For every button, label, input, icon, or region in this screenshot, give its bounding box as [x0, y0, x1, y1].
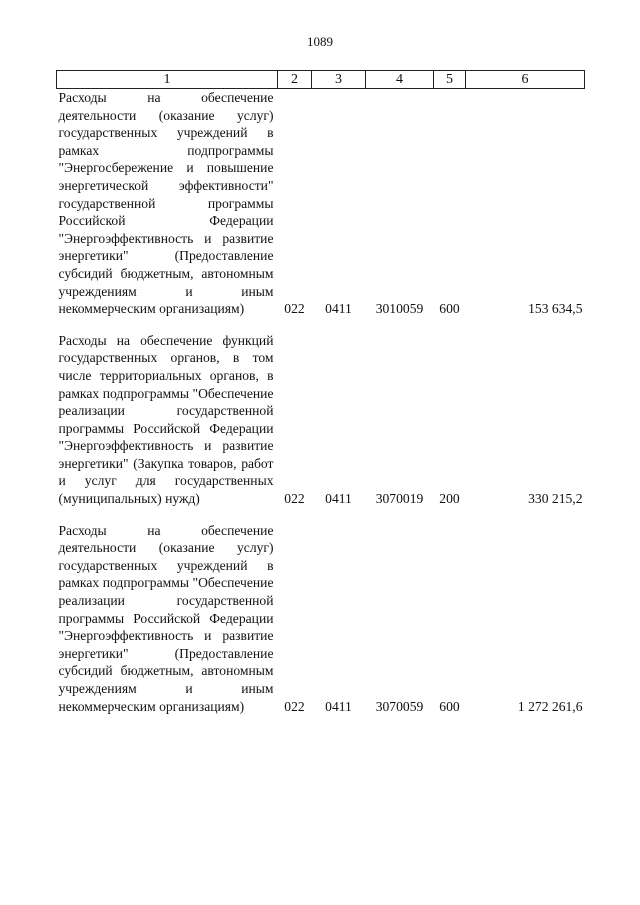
- header-row: [57, 71, 585, 89]
- row-amount: 153 634,5: [528, 301, 583, 317]
- row-target-code: 3010059: [375, 301, 424, 317]
- table-body: [57, 89, 585, 716]
- column-header-1: 1: [57, 71, 278, 89]
- row-ministry-code: 022: [284, 301, 305, 317]
- column-header-5: 5: [434, 71, 466, 89]
- table-row: [57, 89, 585, 332]
- row-expense-type: 200: [439, 491, 460, 507]
- table-header: [57, 71, 585, 89]
- row-target-code: 3070059: [375, 698, 424, 714]
- row-target-code: 3070019: [375, 491, 424, 507]
- row-ministry-code: 022: [284, 698, 305, 714]
- table-row: [57, 522, 585, 716]
- column-header-4: 4: [366, 71, 434, 89]
- row-section-code: 0411: [325, 491, 352, 507]
- row-expense-type: 600: [439, 301, 460, 317]
- row-description: Расходы на обеспечение деятельности (оказание услуг) государственных учреждений в рамках подпрограммы "Энергосбережение и повышение энергетической эффективности" государственной программы Российской Федерации "Энергоэффективность и развитие энергетики" (Предоставление субсидий бюджетным, автономным учреждениям и иным некоммерческим организациям): [58, 90, 274, 317]
- column-header-2: 2: [278, 71, 312, 89]
- column-header-3: 3: [312, 71, 366, 89]
- budget-table: [56, 70, 585, 715]
- column-header-6: 6: [466, 71, 585, 89]
- row-section-code: 0411: [325, 698, 352, 714]
- row-description: Расходы на обеспечение деятельности (оказание услуг) государственных учреждений в рамках подпрограммы "Обеспечение реализации государственной программы Российской Федерации "Энергоэффективность и развитие энергетики" (Предоставление субсидий бюджетным, автономным учреждениям и иным некоммерческим организациям): [58, 522, 274, 714]
- row-section-code: 0411: [325, 301, 352, 317]
- table-row: [57, 332, 585, 522]
- page-number: 1089: [307, 34, 333, 49]
- row-description: Расходы на обеспечение функций государственных органов, в том числе территориальных органов, в рамках подпрограммы "Обеспечение реализации государственной программы Российской Федерации "Энергоэффективность и развитие энергетики" (Закупка товаров, работ и услуг для государственных (муниципальных) нужд): [58, 332, 274, 507]
- row-expense-type: 600: [439, 698, 460, 714]
- row-amount: 330 215,2: [528, 491, 583, 507]
- row-ministry-code: 022: [284, 491, 305, 507]
- row-amount: 1 272 261,6: [517, 698, 583, 714]
